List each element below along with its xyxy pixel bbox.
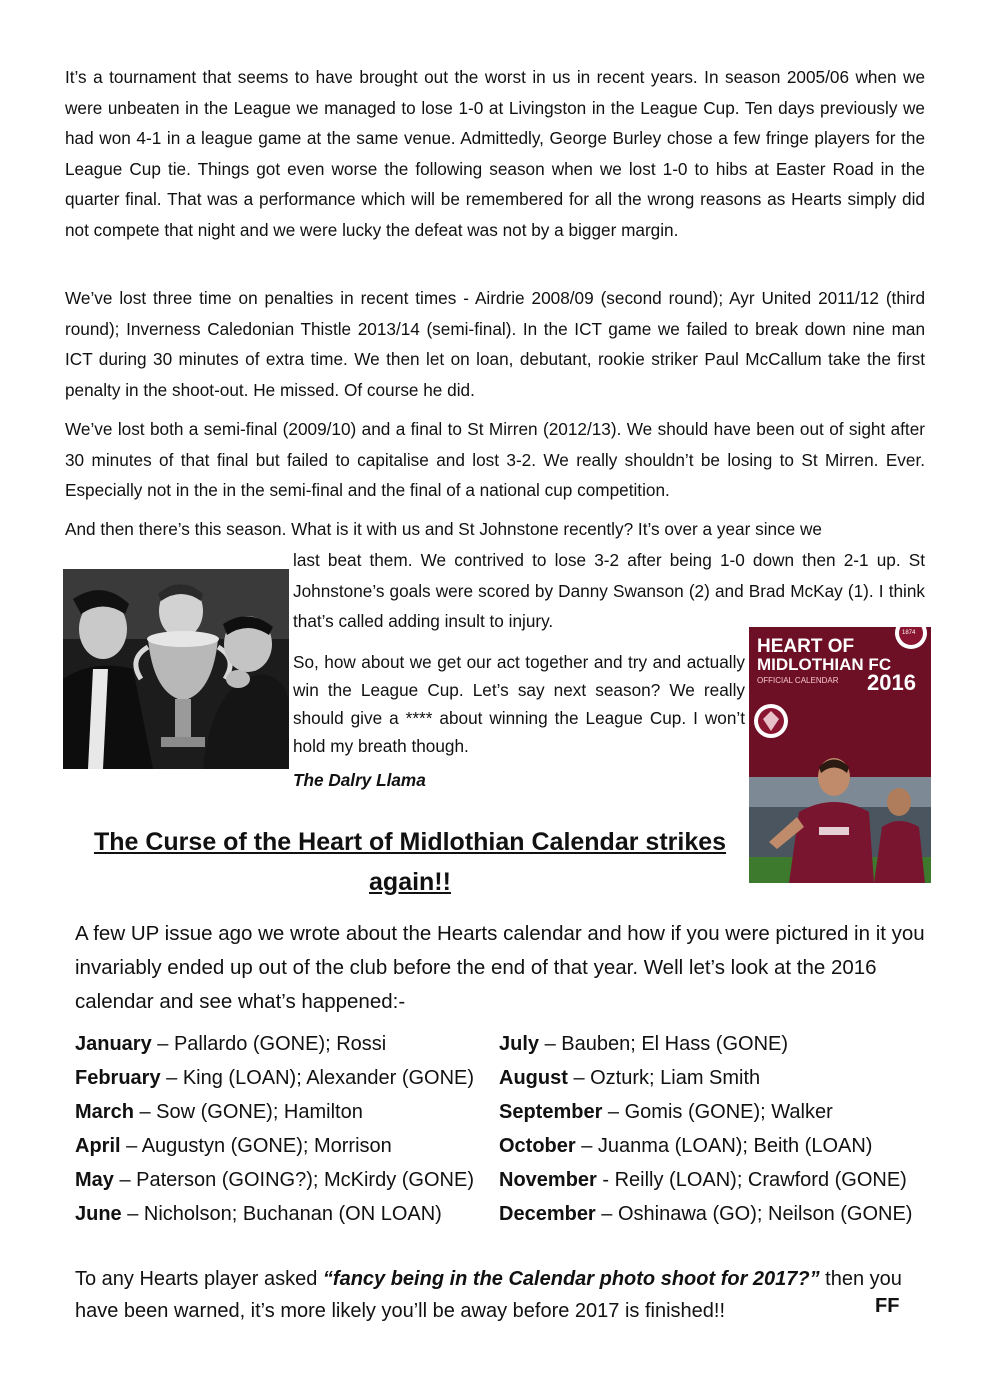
calendar-row xyxy=(499,1129,912,1163)
trophy-photo xyxy=(63,569,289,769)
calendar-row xyxy=(75,1197,474,1231)
month-players: - Reilly (LOAN); Crawford (GONE) xyxy=(596,1169,907,1191)
calendar-row xyxy=(499,1163,912,1197)
article-paragraph-3: We’ve lost both a semi-final (2009/10) and a final to St Mirren (2012/13). We should have been out of sight after 30 minutes of that final but failed to capitalise and lost 3-2. We really shouldn’t be losing to St Mirren. Ever. Especially not in the in the semi-final and the final of a national cup competition. xyxy=(65,419,925,501)
month-players: – Augustyn (GONE); Morrison xyxy=(120,1135,392,1157)
month-players: – King (LOAN); Alexander (GONE) xyxy=(160,1067,475,1089)
calendar-row xyxy=(499,1095,912,1129)
month-players: – Bauben; El Hass (GONE) xyxy=(539,1033,789,1055)
closing-quote: “fancy being in the Calendar photo shoot for 2017?” xyxy=(322,1268,820,1290)
month-label: November xyxy=(499,1169,597,1191)
section-heading: The Curse of the Heart of Midlothian Calendar strikes again!! xyxy=(93,828,727,896)
author-initials: FF xyxy=(875,1295,900,1317)
month-label: August xyxy=(499,1067,568,1089)
article-paragraph-2: We’ve lost three time on penalties in recent times - Airdrie 2008/09 (second round); Ayr United 2011/12 (third round); Inverness Caledonian Thistle 2013/14 (semi-final). In the ICT game we failed to break down nine man ICT during 30 minutes of extra time. We then let on loan, debutant, rookie striker Paul McCallum take the first penalty in the shoot-out. He missed. Of course he did. xyxy=(65,288,925,400)
month-players: – Sow (GONE); Hamilton xyxy=(133,1101,363,1123)
calendar-cover-image xyxy=(749,627,931,883)
calendar-row xyxy=(75,1095,474,1129)
calendar-row xyxy=(499,1197,912,1231)
article-paragraph-4-cont: last beat them. We contrived to lose 3-2 after being 1-0 down then 2-1 up. St Johnstone’s goals were scored by Danny Swanson (2) and Brad McKay (1). I think that’s called adding insult to injury. xyxy=(293,550,925,632)
closing-paragraph xyxy=(75,1263,935,1327)
closing-text-end: then you have been warned, it’s more likely you’ll be away before 2017 is finished!! xyxy=(75,1268,902,1322)
month-players: – Juanma (LOAN); Beith (LOAN) xyxy=(575,1135,873,1157)
calendar-list-left xyxy=(75,1027,474,1231)
calendar-row xyxy=(499,1027,912,1061)
month-label: March xyxy=(75,1101,134,1123)
calendar-row xyxy=(75,1061,474,1095)
article-paragraph-4-start: And then there’s this season. What is it with us and St Johnstone recently? It’s over a year since we xyxy=(65,519,822,539)
calendar-row xyxy=(75,1027,474,1061)
closing-text-start: To any Hearts player asked xyxy=(75,1268,323,1290)
month-players: – Oshinawa (GO); Neilson (GONE) xyxy=(595,1203,913,1225)
month-label: December xyxy=(499,1203,596,1225)
calendar-row xyxy=(499,1061,912,1095)
month-label: April xyxy=(75,1135,121,1157)
article-paragraph-5: So, how about we get our act together and try and actually win the League Cup. Let’s say next season? We really should give a **** about winning the League Cup. I won’t hold my breath though. xyxy=(293,652,745,756)
cover-subtitle: OFFICIAL CALENDAR xyxy=(757,676,839,685)
cover-year: 2016 xyxy=(867,670,916,695)
calendar-list-right xyxy=(499,1027,912,1231)
month-label: February xyxy=(75,1067,161,1089)
month-players: – Pallardo (GONE); Rossi xyxy=(151,1033,387,1055)
month-label: July xyxy=(499,1033,540,1055)
month-label: June xyxy=(75,1203,122,1225)
calendar-row xyxy=(75,1129,474,1163)
author-signature: The Dalry Llama xyxy=(293,770,426,790)
month-label: January xyxy=(75,1033,152,1055)
month-players: – Paterson (GOING?); McKirdy (GONE) xyxy=(113,1169,474,1191)
month-players: – Gomis (GONE); Walker xyxy=(602,1101,833,1123)
cover-badge-year: 1874 xyxy=(902,630,916,636)
month-label: May xyxy=(75,1169,114,1191)
month-players: – Nicholson; Buchanan (ON LOAN) xyxy=(121,1203,442,1225)
cover-title-line-1: HEART OF xyxy=(757,636,855,657)
article-paragraph-1: It’s a tournament that seems to have brought out the worst in us in recent years. In season 2005/06 when we were unbeaten in the League we managed to lose 1-0 at Livingston in the League Cup. Ten days previously we had won 4-1 in a league game at the same venue. Admittedly, George Burley chose a few fringe players for the League Cup tie. Things got even worse the following season when we lost 1-0 to hibs at Easter Road in the quarter final. That was a performance which will be remembered for all the wrong reasons as Hearts simply did not compete that night and we were lucky the defeat was not by a bigger margin. xyxy=(65,67,925,240)
month-label: September xyxy=(499,1101,603,1123)
cover-title-line-2: MIDLOTHIAN FC xyxy=(757,655,892,674)
month-label: October xyxy=(499,1135,576,1157)
calendar-row xyxy=(75,1163,474,1197)
section-intro: A few UP issue ago we wrote about the Hearts calendar and how if you were pictured in it you invariably ended up out of the club before the end of that year. Well let’s look at the 2016 calendar and see what’s happened:- xyxy=(75,922,925,1013)
month-players: – Ozturk; Liam Smith xyxy=(567,1067,761,1089)
